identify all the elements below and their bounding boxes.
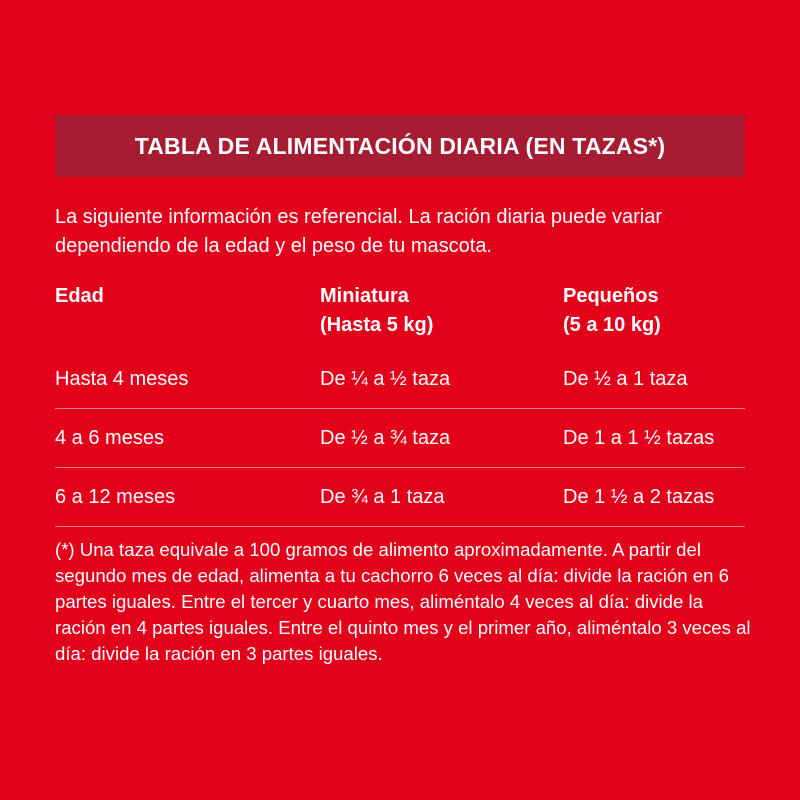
header-small-label: Pequeños <box>563 285 659 307</box>
cell-age: 4 a 6 meses <box>55 426 164 449</box>
header-age <box>55 282 320 350</box>
header-miniature-label: Miniatura <box>320 285 409 307</box>
cell-miniature: De ¼ a ½ taza <box>320 367 451 390</box>
header-small-weight: (5 a 10 kg) <box>563 314 661 336</box>
footnote: (*) Una taza equivale a 100 gramos de alimento aproximadamente. A partir del segundo mes de edad, alimenta a tu cachorro 6 veces al día: divide la ración en 6 partes iguales. Entre el tercer y cuarto mes, aliméntalo 4 veces al día: divide la ración en 4 partes iguales. Entre el quinto mes y el primer año, aliméntalo 3 veces al día: divide la ración en 3 partes iguales. <box>55 539 751 664</box>
cell-small: De ½ a 1 taza <box>563 367 688 390</box>
page-title: TABLA DE ALIMENTACIÓN DIARIA (EN TAZAS*) <box>134 132 666 159</box>
title-banner <box>55 115 745 177</box>
header-miniature <box>320 282 563 350</box>
header-miniature-weight: (Hasta 5 kg) <box>320 314 434 336</box>
header-age-label: Edad <box>55 285 104 307</box>
table-row <box>55 409 745 468</box>
cell-small: De 1 a 1 ½ tazas <box>563 426 715 449</box>
cell-miniature: De ½ a ¾ taza <box>320 426 451 449</box>
cell-miniature: De ¾ a 1 taza <box>320 485 445 508</box>
header-small <box>563 282 745 350</box>
cell-age: 6 a 12 meses <box>55 485 176 508</box>
cell-age: Hasta 4 meses <box>55 367 189 390</box>
table-row <box>55 350 745 409</box>
feeding-table <box>55 282 745 527</box>
table-header <box>55 282 745 350</box>
table-row <box>55 468 745 527</box>
cell-small: De 1 ½ a 2 tazas <box>563 485 715 508</box>
intro-text: La siguiente información es referencial. La ración diaria puede variar dependiendo de la edad y el peso de tu mascota. <box>55 206 663 257</box>
